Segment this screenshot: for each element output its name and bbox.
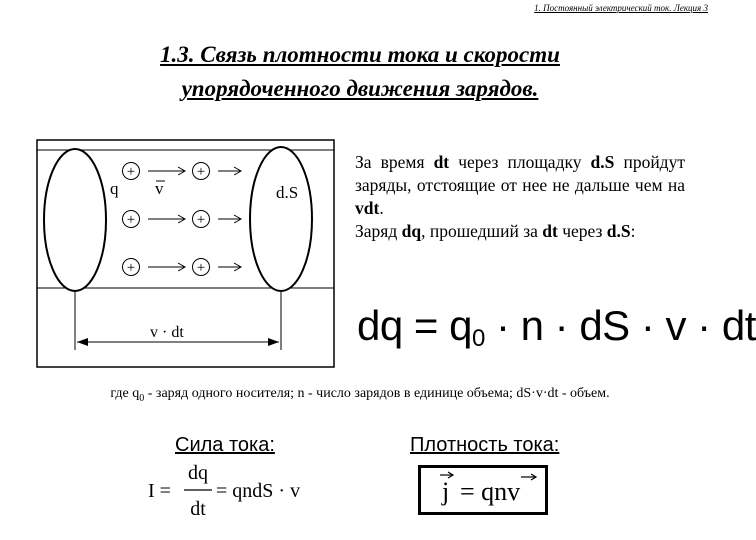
right-cross-section-dS: [250, 147, 312, 291]
svg-text:+: +: [126, 212, 136, 228]
svg-text:+: +: [196, 212, 206, 228]
charge-formula: dq = $q_0 \cdot n$ · dS · v · dt: [357, 302, 756, 352]
charge-2: [193, 163, 210, 181]
svg-text:dt: dt: [190, 498, 206, 520]
charge-5: [123, 259, 140, 277]
charge-6: [193, 259, 210, 277]
area-label-dS: d.S: [276, 183, 299, 202]
svg-text:= qnv: = qnv: [460, 477, 521, 506]
charge-flow-diagram: [0, 0, 350, 380]
page-title-line1: 1.3. Связь плотности тока и скорости: [160, 42, 560, 67]
charge-label-q: q: [110, 179, 119, 198]
svg-text:= qndS · v: = qndS · v: [216, 480, 301, 502]
svg-text:j: j: [442, 477, 450, 506]
formula-legend: где $q_0$ - заряд одного носителя; n - число зарядов в единице объема; dS·v·dt - объем.: [110, 386, 610, 404]
svg-text:+: +: [196, 260, 206, 276]
svg-text:dq: dq: [188, 462, 208, 484]
current-heading: Сила тока:: [175, 434, 275, 456]
svg-text:+: +: [126, 164, 136, 180]
charge-4: [193, 211, 210, 229]
svg-text:+: +: [126, 260, 136, 276]
svg-text:+: +: [196, 164, 206, 180]
left-cross-section: [44, 149, 106, 291]
current-formula: [140, 455, 340, 525]
page-title-line2: упорядоченного движения зарядов.: [181, 76, 539, 101]
svg-text:I =: I =: [148, 480, 171, 502]
density-formula: [418, 465, 548, 515]
length-label-vdt: v · dt: [150, 324, 184, 341]
density-heading: Плотность тока:: [410, 434, 560, 456]
charge-1: [123, 163, 140, 181]
velocity-label-v: v: [155, 179, 164, 198]
charge-3: [123, 211, 140, 229]
explanation-text: За время dt через площадку d.S пройдут заряды, отстоящие от нее не дальше чем на vdt. Заряд dq, прошедший за dt через d.S:: [355, 152, 685, 241]
lecture-tag: 1. Постоянный электрический ток. Лекция 3: [534, 3, 708, 13]
